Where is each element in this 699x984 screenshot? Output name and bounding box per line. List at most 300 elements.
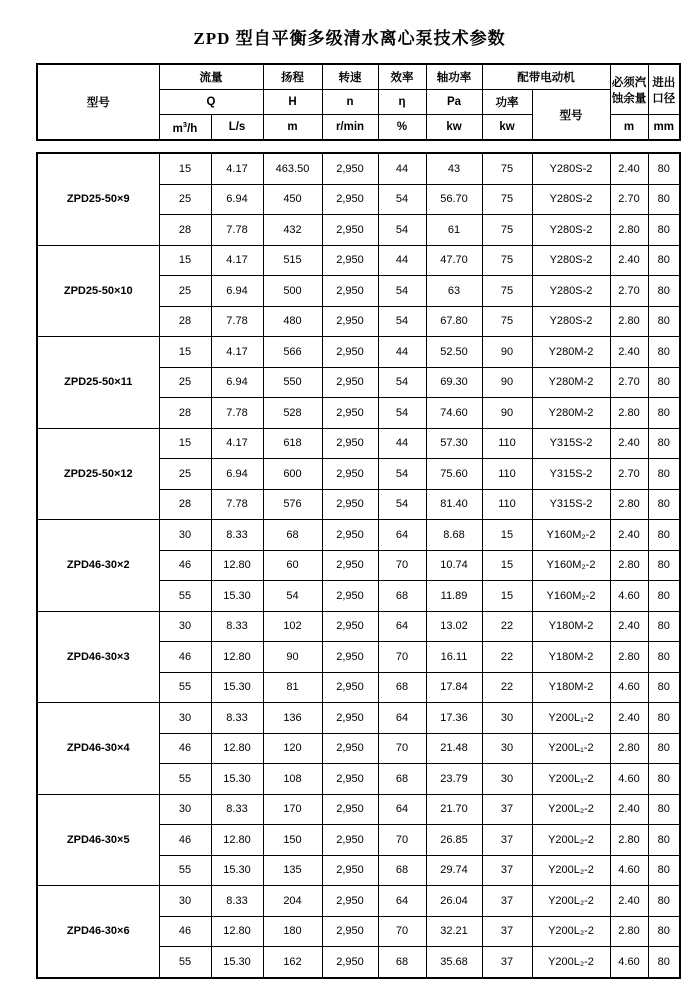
cell-diameter: 80 (648, 276, 680, 307)
cell-shaft-power: 81.40 (426, 489, 482, 520)
header-head-symbol: H (263, 90, 322, 115)
header-flow: 流量 (159, 64, 263, 90)
cell-motor-model: Y315S-2 (532, 459, 610, 490)
cell-motor-model: Y280S-2 (532, 153, 610, 184)
cell-diameter: 80 (648, 215, 680, 246)
cell-speed-rmin: 2,950 (322, 855, 378, 886)
cell-efficiency: 54 (378, 489, 426, 520)
cell-head-m: 120 (263, 733, 322, 764)
cell-flow-ls: 15.30 (211, 947, 263, 978)
cell-flow-ls: 8.33 (211, 703, 263, 734)
cell-efficiency: 70 (378, 550, 426, 581)
cell-shaft-power: 75.60 (426, 459, 482, 490)
cell-efficiency: 54 (378, 215, 426, 246)
cell-motor-model: Y180M-2 (532, 672, 610, 703)
cell-motor-model: Y280S-2 (532, 215, 610, 246)
cell-npsh: 4.60 (610, 947, 648, 978)
cell-shaft-power: 17.36 (426, 703, 482, 734)
table-row (37, 153, 680, 184)
cell-npsh: 2.40 (610, 245, 648, 276)
cell-flow-m3h: 55 (159, 855, 211, 886)
cell-diameter: 80 (648, 794, 680, 825)
cell-head-m: 102 (263, 611, 322, 642)
cell-npsh: 2.40 (610, 611, 648, 642)
cell-npsh: 2.80 (610, 733, 648, 764)
cell-efficiency: 54 (378, 459, 426, 490)
cell-npsh: 2.40 (610, 153, 648, 184)
cell-motor-model: Y200L₁-2 (532, 733, 610, 764)
cell-motor-model: Y280M-2 (532, 337, 610, 368)
cell-flow-ls: 12.80 (211, 733, 263, 764)
cell-efficiency: 44 (378, 245, 426, 276)
cell-motor-power: 37 (482, 886, 532, 917)
cell-shaft-power: 26.85 (426, 825, 482, 856)
cell-efficiency: 64 (378, 520, 426, 551)
cell-flow-m3h: 30 (159, 794, 211, 825)
pump-model-cell: ZPD25-50×12 (37, 428, 159, 520)
cell-flow-m3h: 28 (159, 306, 211, 337)
cell-motor-model: Y200L₂-2 (532, 916, 610, 947)
header-head: 扬程 (263, 64, 322, 90)
cell-shaft-power: 23.79 (426, 764, 482, 795)
cell-flow-ls: 7.78 (211, 489, 263, 520)
cell-npsh: 2.80 (610, 642, 648, 673)
cell-speed-rmin: 2,950 (322, 184, 378, 215)
cell-diameter: 80 (648, 459, 680, 490)
cell-motor-model: Y160M₂-2 (532, 520, 610, 551)
cell-shaft-power: 21.48 (426, 733, 482, 764)
cell-motor-model: Y280S-2 (532, 184, 610, 215)
cell-head-m: 600 (263, 459, 322, 490)
cell-head-m: 135 (263, 855, 322, 886)
cell-speed-rmin: 2,950 (322, 276, 378, 307)
table-header-block (36, 63, 676, 141)
cell-motor-model: Y315S-2 (532, 489, 610, 520)
header-motor: 配带电动机 (482, 64, 610, 90)
cell-flow-ls: 7.78 (211, 398, 263, 429)
cell-motor-power: 37 (482, 916, 532, 947)
cell-npsh: 2.40 (610, 886, 648, 917)
cell-head-m: 576 (263, 489, 322, 520)
cell-shaft-power: 63 (426, 276, 482, 307)
cell-diameter: 80 (648, 916, 680, 947)
cell-diameter: 80 (648, 428, 680, 459)
cell-head-m: 432 (263, 215, 322, 246)
cell-motor-power: 30 (482, 733, 532, 764)
cell-shaft-power: 43 (426, 153, 482, 184)
cell-motor-power: 37 (482, 794, 532, 825)
cell-flow-ls: 12.80 (211, 642, 263, 673)
cell-speed-rmin: 2,950 (322, 764, 378, 795)
cell-speed-rmin: 2,950 (322, 153, 378, 184)
cell-shaft-power: 29.74 (426, 855, 482, 886)
header-shaft-power: 轴功率 (426, 64, 482, 90)
cell-speed-rmin: 2,950 (322, 581, 378, 612)
cell-efficiency: 68 (378, 855, 426, 886)
cell-flow-ls: 4.17 (211, 428, 263, 459)
cell-shaft-power: 11.89 (426, 581, 482, 612)
cell-efficiency: 68 (378, 581, 426, 612)
cell-motor-power: 110 (482, 459, 532, 490)
cell-npsh: 4.60 (610, 855, 648, 886)
cell-efficiency: 54 (378, 184, 426, 215)
cell-head-m: 54 (263, 581, 322, 612)
cell-speed-rmin: 2,950 (322, 306, 378, 337)
cell-motor-power: 30 (482, 764, 532, 795)
cell-npsh: 2.70 (610, 276, 648, 307)
cell-diameter: 80 (648, 947, 680, 978)
cell-motor-model: Y200L₂-2 (532, 886, 610, 917)
header-speed: 转速 (322, 64, 378, 90)
pump-model-cell: ZPD25-50×10 (37, 245, 159, 337)
cell-efficiency: 54 (378, 398, 426, 429)
cell-motor-power: 110 (482, 489, 532, 520)
header-motor-model: 型号 (532, 90, 610, 141)
cell-speed-rmin: 2,950 (322, 947, 378, 978)
cell-efficiency: 54 (378, 306, 426, 337)
cell-flow-ls: 7.78 (211, 215, 263, 246)
cell-shaft-power: 13.02 (426, 611, 482, 642)
cell-motor-model: Y200L₂-2 (532, 825, 610, 856)
cell-shaft-power: 35.68 (426, 947, 482, 978)
cell-efficiency: 64 (378, 794, 426, 825)
cell-efficiency: 68 (378, 672, 426, 703)
cell-head-m: 170 (263, 794, 322, 825)
cell-head-m: 162 (263, 947, 322, 978)
cell-shaft-power: 47.70 (426, 245, 482, 276)
cell-speed-rmin: 2,950 (322, 245, 378, 276)
cell-shaft-power: 67.80 (426, 306, 482, 337)
cell-speed-rmin: 2,950 (322, 825, 378, 856)
cell-flow-ls: 12.80 (211, 916, 263, 947)
unit-speed-rmin: r/min (322, 115, 378, 141)
cell-motor-power: 22 (482, 611, 532, 642)
cell-speed-rmin: 2,950 (322, 337, 378, 368)
cell-flow-ls: 8.33 (211, 520, 263, 551)
cell-motor-power: 15 (482, 520, 532, 551)
cell-diameter: 80 (648, 520, 680, 551)
cell-flow-m3h: 30 (159, 520, 211, 551)
cell-efficiency: 68 (378, 764, 426, 795)
cell-efficiency: 44 (378, 428, 426, 459)
cell-shaft-power: 10.74 (426, 550, 482, 581)
pump-model-cell: ZPD46-30×5 (37, 794, 159, 886)
cell-diameter: 80 (648, 886, 680, 917)
table-row (37, 886, 680, 917)
cell-efficiency: 44 (378, 153, 426, 184)
cell-diameter: 80 (648, 550, 680, 581)
cell-flow-ls: 15.30 (211, 764, 263, 795)
cell-shaft-power: 26.04 (426, 886, 482, 917)
table-row (37, 611, 680, 642)
cell-speed-rmin: 2,950 (322, 703, 378, 734)
cell-flow-ls: 6.94 (211, 276, 263, 307)
cell-motor-model: Y160M₂-2 (532, 550, 610, 581)
header-efficiency-symbol: η (378, 90, 426, 115)
cell-npsh: 2.40 (610, 337, 648, 368)
cell-flow-ls: 15.30 (211, 581, 263, 612)
cell-flow-m3h: 25 (159, 184, 211, 215)
cell-head-m: 515 (263, 245, 322, 276)
cell-head-m: 528 (263, 398, 322, 429)
cell-shaft-power: 61 (426, 215, 482, 246)
cell-motor-model: Y200L₂-2 (532, 794, 610, 825)
cell-efficiency: 64 (378, 703, 426, 734)
cell-motor-power: 37 (482, 947, 532, 978)
unit-shaft-power-kw: kw (426, 115, 482, 141)
cell-flow-m3h: 28 (159, 398, 211, 429)
cell-flow-m3h: 15 (159, 245, 211, 276)
cell-flow-ls: 12.80 (211, 825, 263, 856)
cell-flow-ls: 15.30 (211, 672, 263, 703)
cell-motor-power: 110 (482, 428, 532, 459)
header-diameter: 进出口径 (648, 64, 680, 115)
cell-motor-power: 75 (482, 276, 532, 307)
cell-shaft-power: 52.50 (426, 337, 482, 368)
cell-head-m: 550 (263, 367, 322, 398)
cell-flow-m3h: 46 (159, 642, 211, 673)
cell-motor-model: Y315S-2 (532, 428, 610, 459)
table-row (37, 703, 680, 734)
unit-efficiency-percent: % (378, 115, 426, 141)
unit-motor-power-kw: kw (482, 115, 532, 141)
cell-motor-model: Y160M₂-2 (532, 581, 610, 612)
header-model: 型号 (37, 64, 159, 140)
cell-diameter: 80 (648, 825, 680, 856)
cell-efficiency: 70 (378, 825, 426, 856)
cell-motor-power: 37 (482, 855, 532, 886)
cell-motor-power: 75 (482, 153, 532, 184)
header-flow-symbol: Q (159, 90, 263, 115)
cell-shaft-power: 8.68 (426, 520, 482, 551)
cell-diameter: 80 (648, 306, 680, 337)
cell-diameter: 80 (648, 642, 680, 673)
cell-head-m: 204 (263, 886, 322, 917)
cell-flow-m3h: 25 (159, 367, 211, 398)
unit-head-m: m (263, 115, 322, 141)
cell-flow-ls: 8.33 (211, 611, 263, 642)
cell-flow-m3h: 15 (159, 153, 211, 184)
cell-flow-m3h: 46 (159, 550, 211, 581)
cell-motor-model: Y180M-2 (532, 642, 610, 673)
cell-flow-ls: 7.78 (211, 306, 263, 337)
cell-head-m: 108 (263, 764, 322, 795)
cell-npsh: 2.40 (610, 794, 648, 825)
cell-flow-m3h: 30 (159, 703, 211, 734)
cell-npsh: 2.80 (610, 489, 648, 520)
cell-efficiency: 64 (378, 886, 426, 917)
cell-motor-power: 37 (482, 825, 532, 856)
cell-motor-model: Y280S-2 (532, 245, 610, 276)
cell-flow-m3h: 46 (159, 916, 211, 947)
cell-npsh: 2.40 (610, 703, 648, 734)
cell-head-m: 81 (263, 672, 322, 703)
cell-speed-rmin: 2,950 (322, 733, 378, 764)
cell-diameter: 80 (648, 733, 680, 764)
cell-motor-power: 75 (482, 245, 532, 276)
cell-head-m: 566 (263, 337, 322, 368)
table-row (37, 245, 680, 276)
header-row-1 (37, 64, 680, 90)
pump-model-cell: ZPD46-30×6 (37, 886, 159, 978)
pump-model-cell: ZPD46-30×2 (37, 520, 159, 612)
cell-efficiency: 70 (378, 733, 426, 764)
cell-flow-m3h: 28 (159, 489, 211, 520)
pump-model-cell: ZPD46-30×4 (37, 703, 159, 795)
table-row (37, 794, 680, 825)
cell-motor-model: Y280S-2 (532, 306, 610, 337)
cell-diameter: 80 (648, 245, 680, 276)
unit-diameter-mm: mm (648, 115, 680, 141)
cell-shaft-power: 17.84 (426, 672, 482, 703)
cell-speed-rmin: 2,950 (322, 398, 378, 429)
cell-motor-model: Y280S-2 (532, 276, 610, 307)
cell-diameter: 80 (648, 672, 680, 703)
cell-shaft-power: 69.30 (426, 367, 482, 398)
pump-model-cell: ZPD46-30×3 (37, 611, 159, 703)
table-row (37, 428, 680, 459)
cell-diameter: 80 (648, 489, 680, 520)
cell-head-m: 136 (263, 703, 322, 734)
cell-head-m: 180 (263, 916, 322, 947)
cell-head-m: 480 (263, 306, 322, 337)
cell-head-m: 150 (263, 825, 322, 856)
unit-npsh-m: m (610, 115, 648, 141)
cell-shaft-power: 21.70 (426, 794, 482, 825)
cell-flow-m3h: 15 (159, 428, 211, 459)
cell-motor-power: 90 (482, 337, 532, 368)
cell-motor-model: Y200L₂-2 (532, 947, 610, 978)
cell-motor-power: 75 (482, 215, 532, 246)
cell-flow-ls: 12.80 (211, 550, 263, 581)
cell-speed-rmin: 2,950 (322, 672, 378, 703)
cell-speed-rmin: 2,950 (322, 520, 378, 551)
cell-flow-ls: 8.33 (211, 794, 263, 825)
unit-flow-m3h: $m^3/h$ (159, 115, 211, 141)
cell-diameter: 80 (648, 703, 680, 734)
cell-motor-power: 75 (482, 184, 532, 215)
cell-shaft-power: 57.30 (426, 428, 482, 459)
cell-flow-m3h: 25 (159, 276, 211, 307)
unit-flow-ls: L/s (211, 115, 263, 141)
cell-flow-ls: 6.94 (211, 184, 263, 215)
cell-motor-power: 22 (482, 672, 532, 703)
cell-motor-model: Y280M-2 (532, 398, 610, 429)
cell-efficiency: 68 (378, 947, 426, 978)
cell-head-m: 618 (263, 428, 322, 459)
cell-flow-m3h: 30 (159, 611, 211, 642)
cell-speed-rmin: 2,950 (322, 215, 378, 246)
parameters-header-table (36, 63, 681, 141)
cell-diameter: 80 (648, 153, 680, 184)
cell-flow-m3h: 25 (159, 459, 211, 490)
cell-speed-rmin: 2,950 (322, 367, 378, 398)
parameters-data-table (36, 152, 681, 979)
cell-speed-rmin: 2,950 (322, 642, 378, 673)
cell-motor-power: 75 (482, 306, 532, 337)
cell-diameter: 80 (648, 855, 680, 886)
cell-flow-ls: 4.17 (211, 245, 263, 276)
cell-efficiency: 70 (378, 642, 426, 673)
cell-diameter: 80 (648, 398, 680, 429)
table-row (37, 520, 680, 551)
header-speed-symbol: n (322, 90, 378, 115)
cell-motor-power: 15 (482, 550, 532, 581)
page-title: ZPD 型自平衡多级清水离心泵技术参数 (193, 29, 506, 48)
cell-npsh: 2.80 (610, 916, 648, 947)
cell-flow-m3h: 55 (159, 947, 211, 978)
cell-npsh: 2.80 (610, 550, 648, 581)
cell-npsh: 2.80 (610, 398, 648, 429)
cell-flow-m3h: 55 (159, 672, 211, 703)
cell-head-m: 463.50 (263, 153, 322, 184)
cell-diameter: 80 (648, 611, 680, 642)
cell-flow-ls: 4.17 (211, 153, 263, 184)
cell-speed-rmin: 2,950 (322, 611, 378, 642)
cell-efficiency: 44 (378, 337, 426, 368)
cell-diameter: 80 (648, 367, 680, 398)
cell-efficiency: 70 (378, 916, 426, 947)
cell-shaft-power: 74.60 (426, 398, 482, 429)
pump-model-cell: ZPD25-50×11 (37, 337, 159, 429)
cell-flow-m3h: 55 (159, 764, 211, 795)
header-shaft-power-symbol: Pa (426, 90, 482, 115)
cell-motor-model: Y200L₂-2 (532, 855, 610, 886)
cell-diameter: 80 (648, 337, 680, 368)
cell-flow-ls: 15.30 (211, 855, 263, 886)
cell-flow-ls: 6.94 (211, 367, 263, 398)
cell-npsh: 2.80 (610, 306, 648, 337)
cell-speed-rmin: 2,950 (322, 489, 378, 520)
cell-npsh: 2.80 (610, 215, 648, 246)
cell-npsh: 2.70 (610, 367, 648, 398)
cell-speed-rmin: 2,950 (322, 916, 378, 947)
cell-flow-m3h: 28 (159, 215, 211, 246)
cell-motor-power: 22 (482, 642, 532, 673)
cell-motor-power: 90 (482, 398, 532, 429)
cell-shaft-power: 32.21 (426, 916, 482, 947)
cell-speed-rmin: 2,950 (322, 550, 378, 581)
cell-shaft-power: 16.11 (426, 642, 482, 673)
header-motor-power: 功率 (482, 90, 532, 115)
cell-motor-power: 15 (482, 581, 532, 612)
cell-motor-model: Y280M-2 (532, 367, 610, 398)
cell-npsh: 2.40 (610, 428, 648, 459)
cell-diameter: 80 (648, 764, 680, 795)
cell-efficiency: 54 (378, 276, 426, 307)
cell-npsh: 2.70 (610, 459, 648, 490)
cell-diameter: 80 (648, 581, 680, 612)
cell-flow-m3h: 30 (159, 886, 211, 917)
cell-motor-model: Y180M-2 (532, 611, 610, 642)
cell-npsh: 2.80 (610, 825, 648, 856)
cell-flow-m3h: 46 (159, 733, 211, 764)
cell-flow-ls: 8.33 (211, 886, 263, 917)
table-row (37, 337, 680, 368)
cell-speed-rmin: 2,950 (322, 794, 378, 825)
cell-diameter: 80 (648, 184, 680, 215)
cell-efficiency: 54 (378, 367, 426, 398)
cell-head-m: 60 (263, 550, 322, 581)
cell-npsh: 4.60 (610, 764, 648, 795)
cell-motor-power: 90 (482, 367, 532, 398)
cell-speed-rmin: 2,950 (322, 886, 378, 917)
cell-npsh: 2.70 (610, 184, 648, 215)
cell-npsh: 4.60 (610, 672, 648, 703)
cell-motor-model: Y200L₁-2 (532, 703, 610, 734)
cell-efficiency: 64 (378, 611, 426, 642)
cell-speed-rmin: 2,950 (322, 428, 378, 459)
